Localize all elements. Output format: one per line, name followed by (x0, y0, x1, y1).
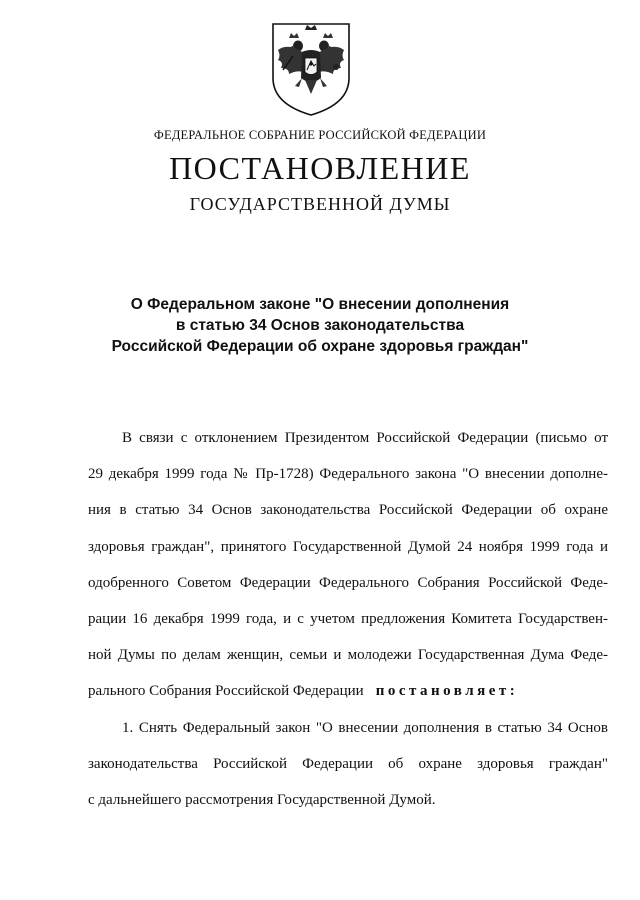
body-line: В связи с отклонением Президентом Российской Федерации (письмо от (122, 430, 608, 446)
document-body (88, 420, 608, 818)
title-line: Российской Федерации об охране здоровья граждан" (111, 338, 529, 355)
body-line: 29 декабря 1999 года № Пр-1728) Федерального закона "О внесении дополне- (88, 466, 608, 483)
body-line: ной Думы по делам женщин, семьи и молодежи Государственная Дума Феде- (88, 647, 608, 664)
body-line: ния в статью 34 Основ законодательства Российской Федерации об охране (88, 502, 608, 519)
body-line: здоровья граждан", принятого Государственной Думой 24 ноября 1999 года и (88, 538, 608, 555)
body-line: одобренного Советом Федерации Федерального Собрания Российской Феде- (88, 574, 608, 591)
resolves-word: постановляет: (375, 683, 519, 700)
document-issuer: ГОСУДАРСТВЕННОЙ ДУМЫ (189, 194, 451, 214)
document-title (60, 294, 580, 357)
body-line: законодательства Российской Федерации об охране здоровья граждан" (88, 755, 608, 772)
title-line: в статью 34 Основ законодательства (175, 317, 465, 334)
assembly-name: ФЕДЕРАЛЬНОЕ СОБРАНИЕ РОССИЙСКОЙ ФЕДЕРАЦИИ (153, 128, 487, 142)
body-line: 1. Снять Федеральный закон "О внесении дополнения в статью 34 Основ (122, 719, 608, 736)
russian-coat-of-arms-icon (269, 20, 353, 118)
body-line: с дальнейшего рассмотрения Государственной Думой. (88, 792, 436, 809)
body-line-resolution (88, 673, 608, 709)
body-line: рации 16 декабря 1999 года, и с учетом предложения Комитета Государствен- (88, 611, 608, 628)
title-line: О Федеральном законе "О внесении дополнения (130, 296, 510, 313)
document-type: ПОСТАНОВЛЕНИЕ (169, 150, 471, 186)
body-line-text: рального Собрания Российской Федерации (88, 683, 364, 700)
